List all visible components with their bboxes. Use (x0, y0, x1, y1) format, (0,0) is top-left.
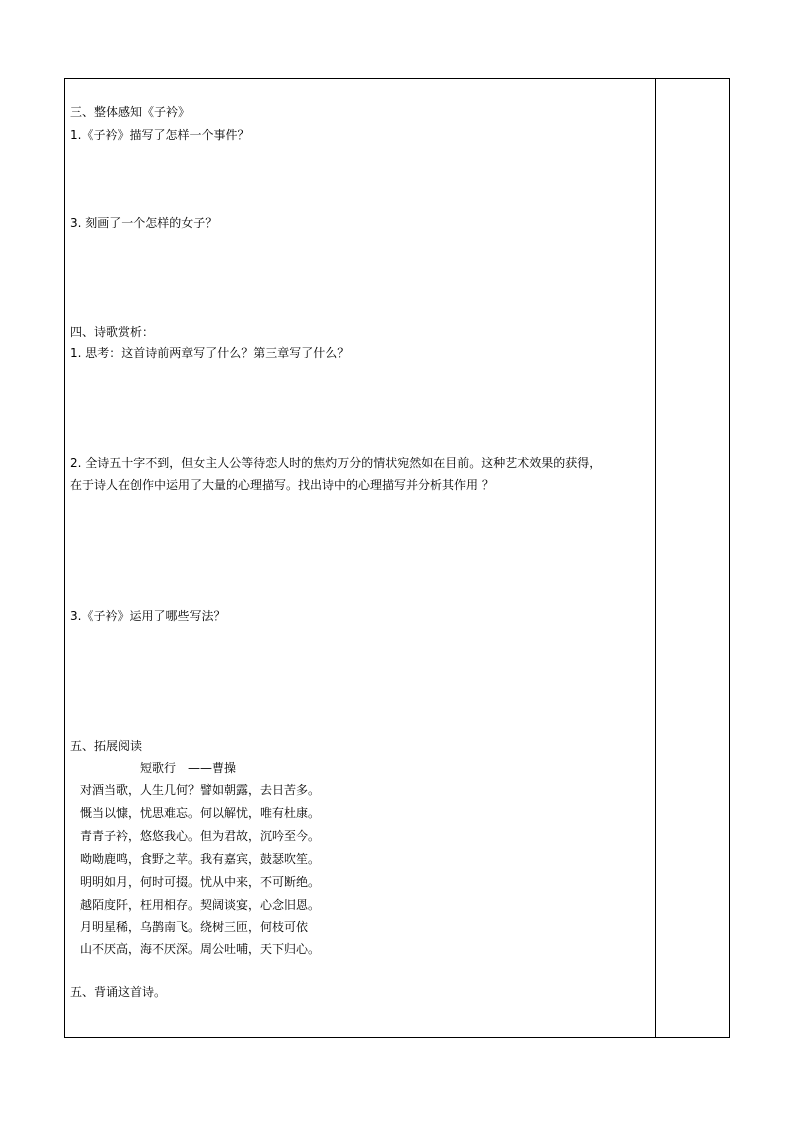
poem-line: 青青子衿，悠悠我心。但为君故，沉吟至今。 (80, 829, 321, 843)
poem-line: 慨当以慷，忧思难忘。何以解忧，唯有杜康。 (80, 806, 321, 820)
poem-title: 短歌行 ——曹操 (140, 761, 237, 775)
section-3-heading: 三、整体感知《子衿》 (70, 105, 191, 119)
section-4-question-2-line-2: 在于诗人在创作中运用了大量的心理描写。找出诗中的心理描写并分析其作用 ？ (70, 478, 494, 492)
poem-line: 月明星稀，乌鹊南飞。绕树三匝，何枝可依 (80, 920, 309, 934)
section-4-question-1: 1. 思考：这首诗前两章写了什么？第三章写了什么？ (70, 346, 350, 360)
poem-line: 明明如月，何时可掇。忧从中来，不可断绝。 (80, 875, 321, 889)
section-4-heading: 四、诗歌赏析： (70, 325, 155, 339)
section-6-heading: 五、背诵这首诗。 (70, 985, 167, 999)
section-3-question-1: 1.《子衿》描写了怎样一个事件？ (70, 128, 250, 142)
poem-line: 山不厌高，海不厌深。周公吐哺，天下归心。 (80, 942, 321, 956)
notes-column-divider (655, 78, 656, 1038)
section-5-heading: 五、拓展阅读 (70, 739, 143, 753)
poem-line: 对酒当歌，人生几何？譬如朝露，去日苦多。 (80, 783, 321, 797)
section-3-question-3: 3. 刻画了一个怎样的女子？ (70, 216, 218, 230)
section-4-question-3: 3.《子衿》运用了哪些写法？ (70, 609, 226, 623)
poem-line: 呦呦鹿鸣，食野之苹。我有嘉宾，鼓瑟吹笙。 (80, 852, 321, 866)
section-4-question-2-line-1: 2. 全诗五十字不到，但女主人公等待恋人时的焦灼万分的情状宛然如在目前。这种艺术效果的获得， (70, 456, 602, 470)
poem-line: 越陌度阡，枉用相存。契阔谈宴，心念旧恩。 (80, 898, 321, 912)
